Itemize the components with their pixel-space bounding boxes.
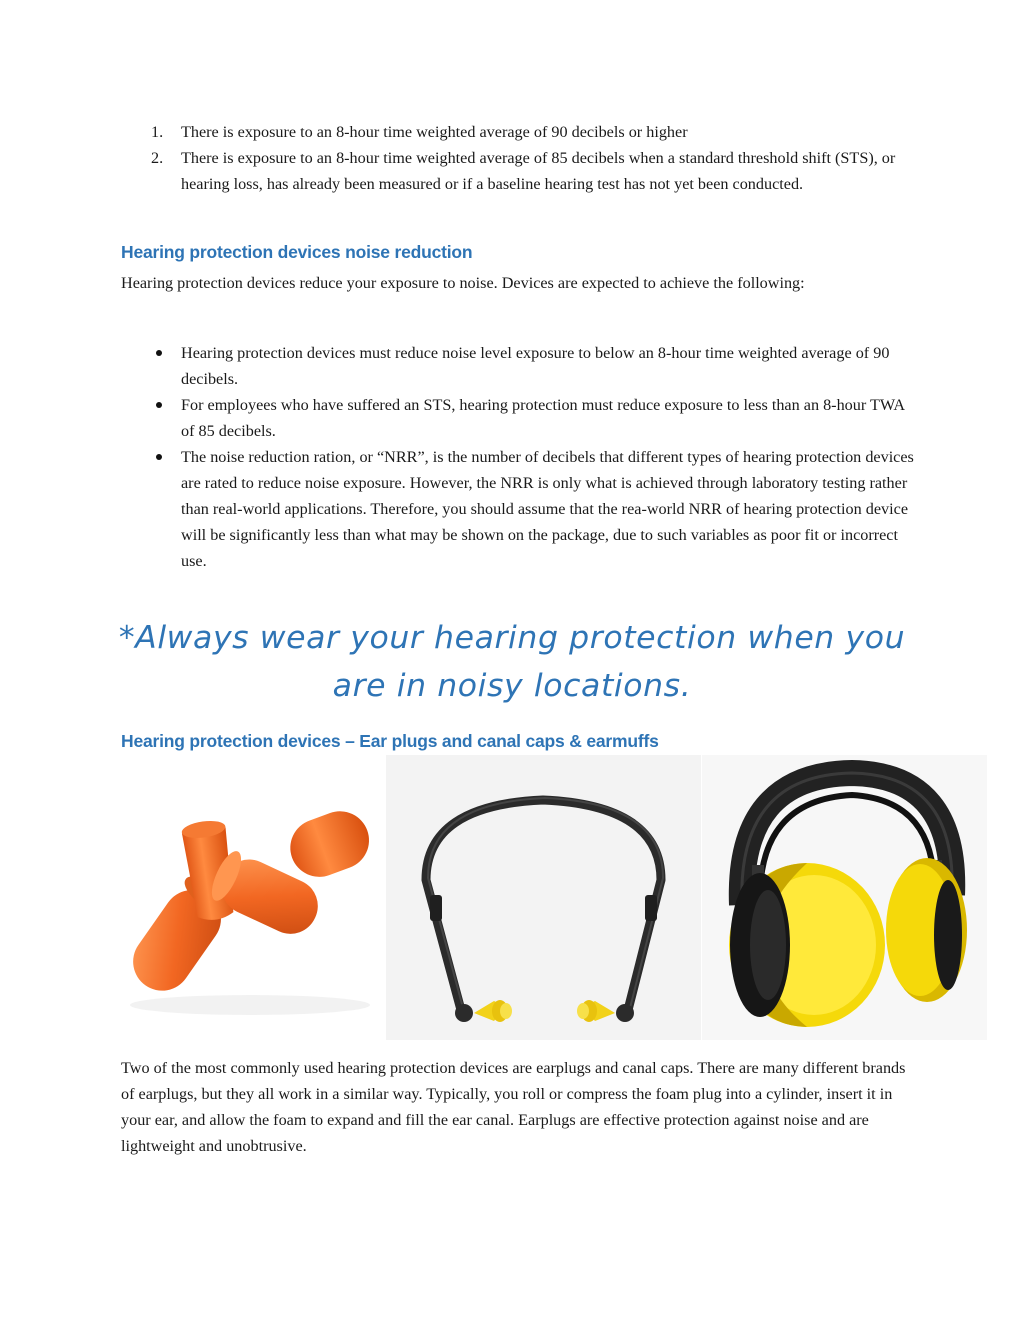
list-item-text: The noise reduction ration, or “NRR”, is the number of decibels that different types of hearing protection devices are rated to reduce noise exposure. However, the NRR is only what is achieved through laboratory testing rather than real-world applications. Therefore, you should assume that the rea-world NRR of hearing protection device will be significantly less than what may be shown on the package, due to such variables as poor fit or incorrect use. [181, 448, 914, 570]
list-item-text: For employees who have suffered an STS, hearing protection must reduce exposure to less than an 8-hour TWA of 85 decibels. [181, 396, 905, 440]
list-item-text: There is exposure to an 8-hour time weighted average of 85 decibels when a standard threshold shift (STS), or hearing loss, has already been measured or if a baseline hearing test has not yet been conducted. [181, 149, 896, 193]
list-item-text: There is exposure to an 8-hour time weighted average of 90 decibels or higher [181, 123, 688, 141]
list-item [121, 145, 911, 197]
list-number: 2. [151, 149, 164, 167]
bullet-list [121, 340, 921, 574]
section-heading-noise-reduction: Hearing protection devices noise reduction [121, 242, 473, 262]
list-item [121, 119, 911, 145]
intro-paragraph: Hearing protection devices reduce your exposure to noise. Devices are expected to achieve the following: [121, 274, 805, 292]
earmuffs-image [702, 755, 987, 1040]
foam-earplugs-icon [100, 755, 385, 1040]
bullet-icon [156, 454, 162, 460]
numbered-list [121, 119, 911, 197]
bullet-icon [156, 350, 162, 356]
list-item [121, 340, 921, 392]
list-item-text: Hearing protection devices must reduce noise level exposure to below an 8-hour time weighted average of 90 decibels. [181, 344, 890, 388]
earmuffs-icon [702, 755, 987, 1040]
callout-text: *Always wear your hearing protection when you are in noisy locations. [118, 620, 906, 704]
canal-caps-image [386, 755, 701, 1040]
list-item [121, 392, 921, 444]
device-images [100, 755, 990, 1040]
closing-paragraph: Two of the most commonly used hearing protection devices are earplugs and canal caps. There are many different brands of earplugs, but they all work in a similar way. Typically, you roll or compress the foam plug into a cylinder, insert it in your ear, and allow the foam to expand and fill the ear canal. Earplugs are effective protection against noise and are lightweight and unobtrusive. [121, 1059, 906, 1155]
bullet-icon [156, 402, 162, 408]
foam-earplugs-image [100, 755, 385, 1040]
list-item [121, 444, 921, 574]
list-number: 1. [151, 123, 164, 141]
canal-caps-icon [386, 755, 701, 1040]
section-heading-devices: Hearing protection devices – Ear plugs and canal caps & earmuffs [121, 731, 659, 751]
